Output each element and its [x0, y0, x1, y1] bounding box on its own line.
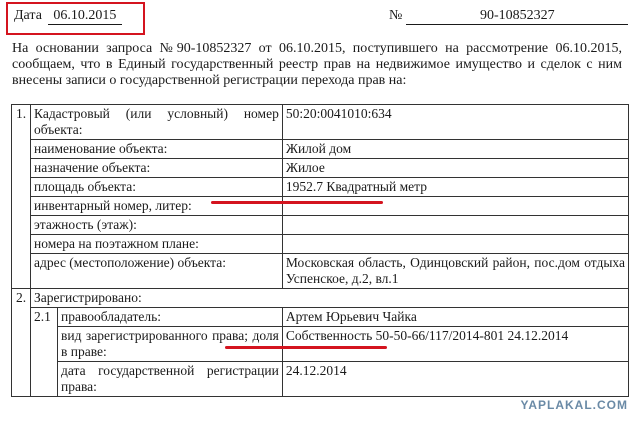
row-value: Московская область, Одинцовский район, пос.дом отдыха Успенское, д.2, вл.1: [282, 254, 628, 289]
row-value: Жилой дом: [282, 140, 628, 159]
table-row: [12, 235, 629, 254]
subsection-number: 2.1: [31, 308, 58, 397]
date-value: 06.10.2015: [48, 8, 122, 25]
row-value: [282, 216, 628, 235]
number-label: №: [389, 8, 403, 23]
row-label: этажность (этаж):: [31, 216, 283, 235]
section-title: Зарегистрировано:: [31, 289, 629, 308]
row-label: номера на поэтажном плане:: [31, 235, 283, 254]
row-label: назначение объекта:: [31, 159, 283, 178]
row-label: площадь объекта:: [31, 178, 283, 197]
row-value: 50:20:0041010:634: [282, 105, 628, 140]
registry-table: [11, 104, 629, 397]
date-label: Дата: [14, 8, 42, 23]
row-label: Кадастровый (или условный) номер объекта:: [31, 105, 283, 140]
intro-paragraph: На основании запроса №90-10852327 от 06.10.2015, поступившего на рассмотрение 06.10.2015, сообщаем, что в Единый государственный реестр прав на недвижимое имущество и сделок с ним внесены записи о государственной регистрации перехода прав на:: [12, 41, 622, 88]
table-row: [12, 308, 629, 327]
row-value: Жилое: [282, 159, 628, 178]
row-value: 24.12.2014: [282, 362, 628, 397]
number-field: [389, 8, 628, 25]
table-row: [12, 254, 629, 289]
table-row: [12, 289, 629, 308]
section-number: 1.: [12, 105, 31, 289]
row-label: вид зарегистрированного права; доля в праве:: [58, 327, 283, 362]
owner-underline: [225, 346, 387, 349]
row-label: правообладатель:: [58, 308, 283, 327]
row-value: Артем Юрьевич Чайка: [282, 308, 628, 327]
section-number: 2.: [12, 289, 31, 397]
table-row: [12, 197, 629, 216]
table-row: [12, 105, 629, 140]
table-row: [12, 159, 629, 178]
number-value: 90-10852327: [406, 8, 628, 25]
row-label: инвентарный номер, литер:: [31, 197, 283, 216]
table-row: [12, 327, 629, 362]
row-value: [282, 235, 628, 254]
row-label: наименование объекта:: [31, 140, 283, 159]
row-value: [282, 197, 628, 216]
row-value: Собственность 50-50-66/117/2014-801 24.12.2014: [282, 327, 628, 362]
row-label: дата государственной регистрации права:: [58, 362, 283, 397]
table-row: [12, 178, 629, 197]
row-value: 1952.7 Квадратный метр: [282, 178, 628, 197]
date-field: [14, 8, 122, 25]
area-underline: [211, 201, 383, 204]
row-label: адрес (местоположение) объекта:: [31, 254, 283, 289]
table-row: [12, 362, 629, 397]
table-row: [12, 216, 629, 235]
table-row: [12, 140, 629, 159]
watermark: YAPLAKAL.COM: [520, 398, 628, 412]
